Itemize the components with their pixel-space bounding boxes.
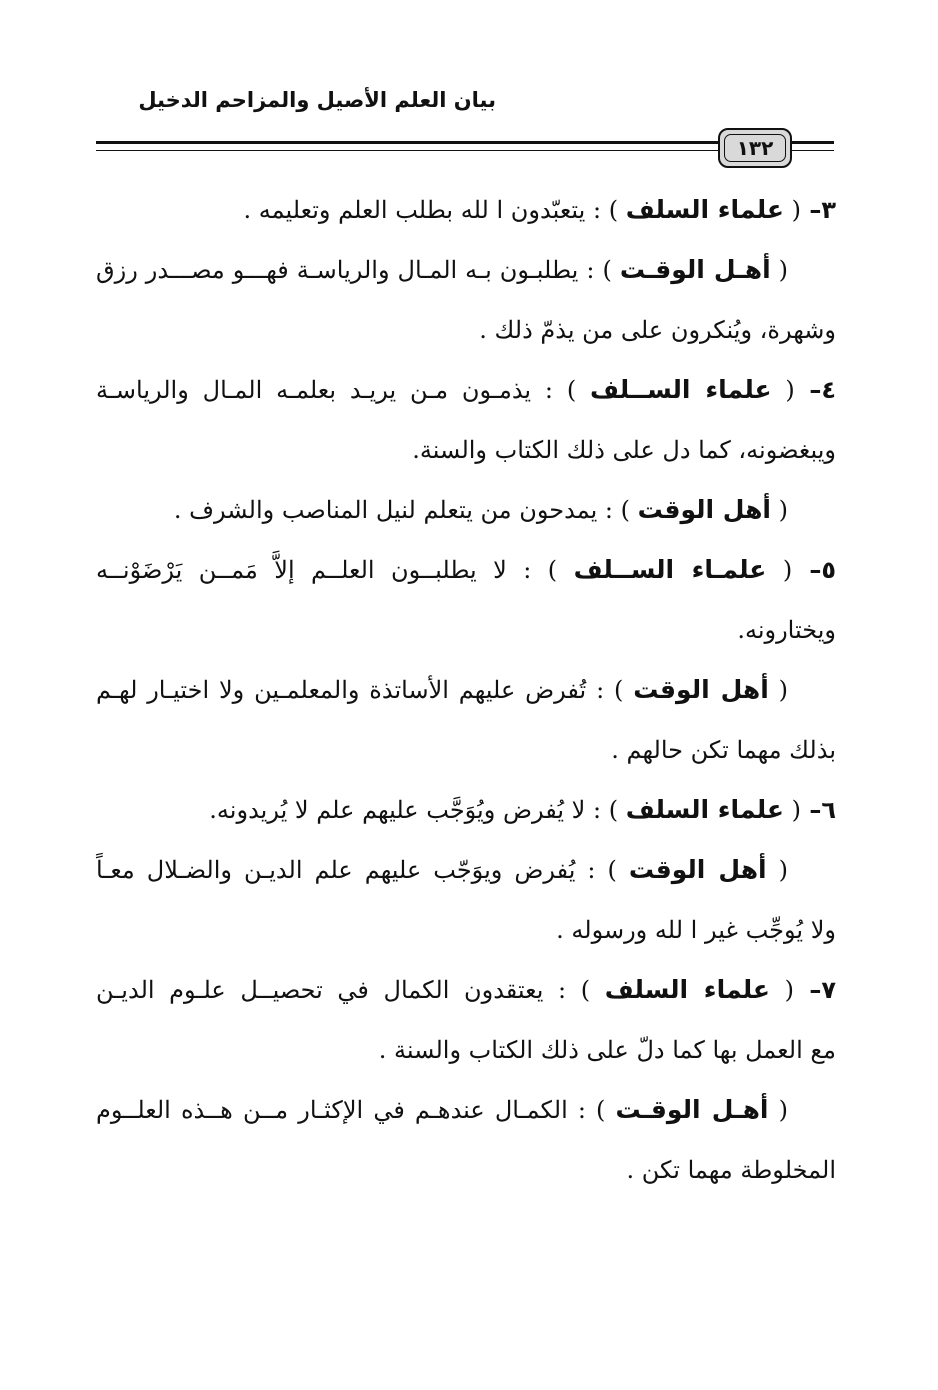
open-paren: (	[770, 256, 789, 284]
paragraph	[96, 780, 836, 840]
paragraph-first-line	[96, 780, 836, 840]
header-rule-thick-right	[792, 141, 834, 144]
page-number: ١٣٢	[736, 136, 774, 160]
line-text: : يتعبّدون ا لله بطلب العلم وتعليمه .	[243, 196, 602, 224]
close-paren: )	[594, 256, 620, 284]
page-body	[96, 180, 836, 1200]
close-paren: )	[612, 496, 638, 524]
paragraph-continuation-line	[96, 600, 836, 660]
paragraph-first-line	[96, 540, 836, 600]
open-paren: (	[771, 496, 788, 524]
line-text: : لا يُفرض ويُوَجَّب عليهم علم لا يُريدونه.	[209, 796, 602, 824]
close-paren: )	[585, 1096, 616, 1124]
line-text: المخلوطة مهما تكن .	[626, 1156, 836, 1184]
paragraph-continuation-line	[96, 420, 836, 480]
line-text: : يعتقدون الكمال في تحصيــل علـوم الديـن	[96, 976, 567, 1004]
paragraph-first-line	[96, 660, 836, 720]
item-number: ٧–	[794, 976, 836, 1004]
open-paren: (	[766, 556, 793, 584]
line-text: مع العمل بها كما دلّ على ذلك الكتاب والسنة .	[378, 1036, 836, 1064]
item-number: ٤–	[794, 376, 837, 404]
line-text: : الكمـال عندهـم في الإكثـار مــن هــذه العلــوم	[96, 1096, 586, 1124]
paragraph-first-line	[96, 1080, 836, 1140]
line-text: ولا يُوجِّب غير ا لله ورسوله .	[556, 916, 836, 944]
paragraph-first-line	[96, 180, 836, 240]
close-paren: )	[531, 556, 574, 584]
paragraph	[96, 240, 836, 360]
group-label: علمـاء الســلف	[573, 555, 767, 584]
paragraph	[96, 540, 836, 660]
line-text: : يذمـون مـن يريـد بعلمـه المـال والرياسـة	[96, 376, 554, 404]
paragraph-continuation-line	[96, 300, 836, 360]
paragraph-continuation-line	[96, 720, 836, 780]
header-rule-thin	[96, 150, 718, 151]
group-label: أهل الوقت	[637, 495, 771, 524]
close-paren: )	[566, 976, 605, 1004]
line-text: بذلك مهما تكن حالهم .	[611, 736, 836, 764]
line-text: : يمدحون من يتعلم لنيل المناصب والشرف .	[173, 496, 613, 524]
header-rule-thin-right	[792, 150, 834, 151]
line-text: : يطلبـون بـه المـال والرياسـة فهـــو مصـــدر رزق	[96, 256, 595, 284]
open-paren: (	[766, 856, 789, 884]
line-text: : يُفرض ويوَجّب عليهم علم الديـن والضـلال معـاً	[96, 856, 596, 884]
page-number-badge	[718, 128, 792, 168]
group-label: علماء السلف	[625, 195, 784, 224]
header-rule-thick	[96, 141, 718, 144]
paragraph-first-line	[96, 840, 836, 900]
line-text: وشهرة، ويُنكرون على من يذمّ ذلك .	[479, 316, 836, 344]
paragraph	[96, 360, 836, 480]
item-number: ٣–	[800, 196, 836, 224]
group-label: أهل الوقت	[628, 855, 767, 884]
paragraph	[96, 660, 836, 780]
paragraph-first-line	[96, 360, 836, 420]
paragraph-first-line	[96, 480, 836, 540]
close-paren: )	[601, 196, 626, 224]
group-label: أهـل الوقـت	[619, 255, 771, 284]
paragraph-continuation-line	[96, 1140, 836, 1200]
item-number: ٥–	[792, 556, 837, 584]
paragraph	[96, 960, 836, 1080]
open-paren: (	[768, 676, 788, 704]
close-paren: )	[553, 376, 591, 404]
group-label: علماء الســلف	[590, 375, 772, 404]
line-text: : لا يطلبــون العلــم إلاَّ مَمــن يَرْضَوْنــه	[96, 556, 532, 584]
open-paren: (	[783, 196, 801, 224]
paragraph-continuation-line	[96, 1020, 836, 1080]
group-label: علماء السلف	[625, 795, 784, 824]
group-label: علماء السلف	[604, 975, 771, 1004]
item-number: ٦–	[800, 796, 836, 824]
close-paren: )	[604, 676, 634, 704]
paragraph	[96, 480, 836, 540]
group-label: أهـل الوقـت	[615, 1095, 769, 1124]
paragraph	[96, 840, 836, 960]
open-paren: (	[771, 376, 795, 404]
paragraph-first-line	[96, 960, 836, 1020]
close-paren: )	[601, 796, 626, 824]
open-paren: (	[770, 976, 794, 1004]
paragraph-continuation-line	[96, 900, 836, 960]
open-paren: (	[783, 796, 801, 824]
running-header-title: بيان العلم الأصيل والمزاحم الدخيل	[138, 88, 496, 112]
open-paren: (	[768, 1096, 788, 1124]
line-text: ويختارونه.	[737, 616, 836, 644]
paragraph	[96, 1080, 836, 1200]
paragraph	[96, 180, 836, 240]
line-text: ويبغضونه، كما دل على ذلك الكتاب والسنة.	[412, 436, 836, 464]
close-paren: )	[595, 856, 629, 884]
line-text: : تُفرض عليهم الأساتذة والمعلمـين ولا اختيـار لهـم	[96, 676, 605, 704]
group-label: أهل الوقت	[633, 675, 769, 704]
paragraph-first-line	[96, 240, 836, 300]
